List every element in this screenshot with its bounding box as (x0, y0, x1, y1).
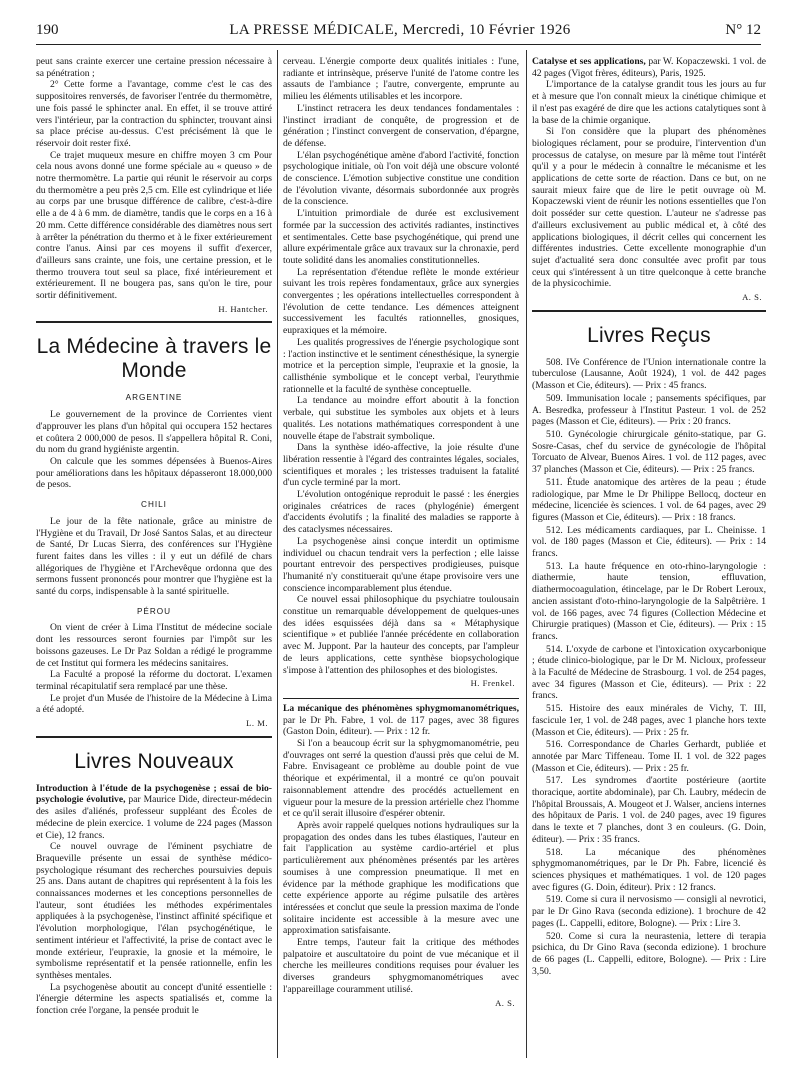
list-item: 509. Immunisation locale ; pansements spécifiques, par A. Besredka, professeur à l'Institut Pasteur. 1 vol. de 252 pages (Masson et Cie, éditeurs). — Prix : 20 francs. (532, 392, 766, 428)
list-item: 514. L'oxyde de carbone et l'intoxication oxycarbonique ; étude clinico-biologique, par le Dr M. Nicloux, professeur à la Faculté de Médecine de Strasbourg. 1 vol. de 254 pages, avec 34 figures (Masson et Cie, éditeurs). — Prix : 22 francs. (532, 643, 766, 702)
review-paragraph: Si l'on a beaucoup écrit sur la sphygmomanométrie, peu d'ouvrages ont serré la question d'aussi près que celui de M. Fabre. Envisageant ce problème au double point de vue théorique et expérimental, il a montré ce qu'on pouvait raisonnablement attendre des procédés actuellement en vigueur pour la mesure de la pression artérielle chez l'homme et ce qu'il serait illusoire d'espérer obtenir. (283, 738, 519, 820)
book-meta: par W. Kopaczewski. 1 vol. de 42 pages (Vigot frères, éditeurs), Paris, 1925. (532, 56, 767, 79)
news-paragraph: On vient de créer à Lima l'Institut de médecine sociale dont les ressources seront fournies par l'impôt sur les boissons gazeuses. Le Dr Paz Soldan a rédigé le programme de cet Institut qui formera les médecins sanitaires. (36, 622, 272, 669)
news-paragraph: Le projet d'un Musée de l'histoire de la Médecine à Lima a été adopté. (36, 692, 272, 716)
book-entry (532, 56, 766, 79)
list-item: 508. IVe Conférence de l'Union internationale contre la tuberculose (Lausanne, Août 1924), 1 vol. de 442 pages (Masson et Cie, éditeurs). — Prix : 45 francs. (532, 356, 766, 392)
column-divider (526, 50, 527, 1058)
news-paragraph: On calcule que les sommes dépensées à Buenos-Aires pour améliorations dans les hôpitaux dépasseront 18.000,000 de pesos. (36, 455, 272, 491)
book-title: Introduction à l'étude de la psychogenèse ; essai de bio-psychologie évolutive, (36, 782, 272, 806)
article-paragraph: 2° Cette forme a l'avantage, comme c'est le cas des suppositoires renversés, de favoriser l'entrée du thermomètre, une fois passé le sphincter anal. En effet, il se trouve attiré vers l'intérieur, par la contraction du sphincter, trouvant ainsi sa place précise au-dessus. C'est précisément là que le réservoir doit rester fixé. (36, 79, 272, 149)
section-rule (283, 698, 519, 699)
review-paragraph: La psychogenèse aboutit au concept d'unité essentielle : l'énergie détermine les aspects spatialisés et, comme la fonction crée l'organe, la pensée produit le (36, 981, 272, 1017)
review-paragraph: Si l'on considère que la plupart des phénomènes biologiques réclament, pour se produire, l'intervention d'un processus de catalyse, on mesure par là même tout l'intérêt qu'il y a pour le médecin à connaître le mécanisme et les applications de cette sorte de réaction. Dans ce but, on ne saurait mieux faire que de lire le petit ouvrage où M. Kopaczewski vient de réunir les notions essentielles que l'on doit posséder sur cette question. L'auteur ne s'adresse pas d'ailleurs exclusivement au public médical et, à côté des applications biologiques, il décrit celles qui concernent les différentes industries. Cette excellente monographie d'un sujet d'actualité sera donc consultée avec profit par tous ceux qui s'intéressent à un titre quelconque à cette branche de la physicochimie. (532, 126, 766, 290)
list-item: 519. Come si cura il nervosismo — consigli al nevrotici, par le Dr Gino Rava (seconda edizione). 1 brochure de 42 pages (L. Cappelli, editore, Bologne). — Prix : Lire 3. (532, 894, 766, 929)
review-paragraph: L'importance de la catalyse grandit tous les jours au fur et à mesure que l'on connaît mieux la cinétique chimique et il n'est pas exagéré de dire que les actions catalytiques sont à la base de la chimie organique. (532, 79, 766, 126)
section-heading: Livres Nouveaux (74, 749, 234, 773)
review-paragraph: La représentation d'étendue reflète le monde extérieur suivant les trois repères fondamentaux, grâce aux synergies convergentes ; les opérations intellectuelles correspondent à l'évolution de cette tendance. Les démences atteignent successivement les facultés rationnelles, gnosiques, eupraxiques et la mémoire. (283, 266, 519, 337)
review-paragraph: L'élan psychogénétique amène d'abord l'activité, fonction psychologique initiale, où l'on voit déjà une obscure volonté de conscience. L'émotion subjective constitue une condition de l'évolution vivante, désormais subordonnée aux progrès de la conscience. (283, 149, 519, 208)
review-paragraph: L'instinct retracera les deux tendances fondamentales : l'instinct irradiant de conquête, de progression et de génération ; l'instinct convergent de conservation, d'épargne, de défense. (283, 102, 519, 149)
book-meta: par le Dr Ph. Fabre, 1 vol. de 117 pages, avec 38 figures (Gaston Doin, éditeur). — Prix : 12 fr. (283, 714, 519, 738)
author-signature: A. S. (495, 997, 515, 1008)
list-item: 518. La mécanique des phénomènes sphygmomanométriques, par le Dr Ph. Fabre, licencié ès sciences physiques et mathématiques. 1 vol. de 120 pages avec figures (G. Doin, éditeur). Prix : 12 francs. (532, 846, 766, 893)
header-rule (36, 44, 761, 45)
country-label: CHILI (141, 500, 167, 510)
review-paragraph: Dans la synthèse idéo-affective, la joie résulte d'une libération ressentie à l'égard des contraintes légales, sociales, scientifiques et morales ; les tristesses traduisent la fatalité d'un cycle terminé par la mort. (283, 442, 519, 489)
author-signature: H. Frenkel. (470, 678, 515, 689)
list-item: 513. La haute fréquence en oto-rhino-laryngologie : diathermie, haute tension, effluvation, diathermocoagulation, étincelage, par le Dr Robert Leroux, ancien assistant d'oto-rhino-laryngologie de la Salpêtrière. 1 vol. de 166 pages, avec 74 figures (Collection Médecine et Chirurgie pratiques) (Masson et Cie, éditeurs). — Prix : 15 francs. (532, 560, 766, 642)
received-books-list (532, 357, 766, 978)
list-item: 517. Les syndromes d'aortite postérieure (aortite thoracique, aortite abdominale), par Ch. Laubry, médecin de l'hôpital Broussais, A. Mougeot et J. Walser, anciens internes des hôpitaux de Paris. 1 vol. de 240 pages, avec 19 figures dans le texte et 7 planches, dont 3 en couleurs. (G. Doin, éditeur). — Prix : 35 francs. (532, 775, 766, 845)
section-heading: Livres Reçus (587, 323, 711, 347)
review-paragraph: Ce nouvel essai philosophique du psychiatre toulousain constitue un remarquable développement de quelques-unes des idées esquissées déjà dans sa « Métaphysique scientifique » et publiée l'année précédente en collaboration avec M. Juppont. Par la hauteur des concepts, par l'ampleur de leurs applications, cette synthèse biopsychologique s'impose à l'attention des philosophes et des biologistes. (283, 594, 519, 676)
list-item: 512. Les médicaments cardiaques, par L. Cheinisse. 1 vol. de 180 pages (Masson et Cie, éditeurs). — Prix : 14 francs. (532, 524, 766, 560)
list-item: 510. Gynécologie chirurgicale génito-statique, par G. Sosre-Casas, chef du service de gynécologie de l'hôpital Torcuato de Alvear, Buenos Aires. 1 vol. de 112 pages, avec 37 planches (Masson et Cie, éditeurs). — Prix : 25 francs. (532, 428, 766, 476)
book-title: Catalyse et ses applications, (532, 56, 646, 67)
news-paragraph: La Faculté a proposé la réforme du doctorat. L'examen terminal récapitulatif sera remplacé par une thèse. (36, 669, 272, 692)
review-paragraph: cerveau. L'énergie comporte deux qualités initiales : l'une, radiante et intrinsèque, préserve l'unité de l'atome contre les assauts de l'ambiance ; l'autre, convergente, emprunte au milieu les éléments utilisables et les incorpore. (283, 56, 519, 103)
column-3 (532, 56, 766, 977)
issue-number: N° 12 (725, 22, 761, 38)
book-entry (283, 703, 519, 738)
review-paragraph: La tendance au moindre effort aboutit à la fonction verbale, qui substitue les symboles aux objets et à leurs qualités. Les notations mathématiques correspondent à une nouvelle étape de l'abstrait symbolique. (283, 395, 519, 442)
review-paragraph: L'évolution ontogénique reproduit le passé : les énergies originales créatrices de races (phylogénie) émergent d'accidents évolutifs ; la finalité des maladies se rapporte à des cataclysmes nécessaires. (283, 489, 519, 536)
list-item: 511. Étude anatomique des artères de la peau ; étude radiologique, par Mme le Dr Philippe Bellocq, docteur en médecine, licenciée ès sciences. 1 vol. de 64 pages, avec 29 figures (Masson et Cie, éditeurs). — Prix : 18 francs. (532, 476, 766, 523)
column-1 (36, 56, 272, 1017)
list-item: 515. Histoire des eaux minérales de Vichy, T. III, fascicule 1er, 1 vol. de 248 pages, avec 1 planche hors texte (Masson et Cie, éditeurs). — Prix : 25 fr. (532, 703, 766, 738)
section-rule (532, 310, 766, 312)
news-paragraph: Le jour de la fête nationale, grâce au ministre de l'Hygiène et du Travail, Dr José Santos Salas, et au directeur de Santé, Dr Lucas Sierra, des conférences sur l'Hygiène furent faites dans les villes : il y eut un défilé de chars allégoriques de l'hygiène et l'Archevêque ordonna que des sermons fussent prononcés pour montrer que l'hygiène est la santé du corps, indispensable à la santé spirituelle. (36, 515, 272, 598)
review-paragraph: Après avoir rappelé quelques notions hydrauliques sur la propagation des ondes dans les tubes élastiques, l'auteur en fait l'application au système cardio-artériel et plus particulièrement aux phénomènes présentés par les artères soumises à une compression pneumatique. Il met en évidence par la méthode graphique les modifications que cette expérience apporte au régime pulsatile des artères intéressées et conclut que seule la pression maxima de l'onde solitaire incidente est accessible à la mesure avec une approximation satisfaisante. (283, 820, 519, 937)
column-2 (283, 56, 519, 1013)
country-label: ARGENTINE (125, 393, 183, 403)
book-meta: 1 volume de 224 pages (Masson et Cie), 12 francs. (36, 817, 272, 841)
column-divider (277, 50, 278, 1058)
book-author: par Maurice Dide, directeur-médecin des asiles d'aliénés, professeur suppléant des Écoles de médecine de plein exercice. (36, 794, 272, 829)
author-signature: H. Hantcher. (218, 303, 268, 314)
review-paragraph: La psychogenèse ainsi conçue interdit un optimisme individuel ou chacun tendrait vers la perfection ; elle laisse pourtant entrevoir des perspectives prodigieuses, puisque l'humanité n'y constituerait qu'une étape provisoire vers une conscience incomparablement plus étendue. (283, 535, 519, 594)
country-label: PÉROU (136, 606, 172, 616)
book-entry (36, 783, 272, 842)
author-signature: A. S. (742, 292, 762, 303)
review-paragraph: Entre temps, l'auteur fait la critique des méthodes palpatoire et auscultatoire du point de vue mécanique et il cherche les meilleures conditions requises pour évaluer les diverses grandeurs sphygmomanométriques avec l'appareillage couramment utilisé. (283, 937, 519, 995)
article-paragraph: peut sans crainte exercer une certaine pression nécessaire à sa pénétration ; (36, 56, 272, 79)
author-signature: L. M. (246, 718, 268, 729)
news-paragraph: Le gouvernement de la province de Corrientes vient d'approuver les plans d'un hôpital qui occupera 152 hectares et coûtera 2 000,000 de pesos. Il s'appellera hôpital R. Coni, du nom du grand hygiéniste argentin. (36, 409, 272, 456)
book-title: La mécanique des phénomènes sphygmomanométriques, (283, 702, 519, 714)
article-paragraph: Ce trajet muqueux mesure en chiffre moyen 3 cm Pour cela nous avons donné une forme spéciale au « queuso » de notre thermomètre. La partie qui réunit le réservoir au corps du thermomètre a peu près 2,5 cm. Elle est cylindrique et liée au corps par une brusque différence de calibre, c'est-à-dire elle a de 4 à 6 mm. de diamètre, tandis que le corps en a 16 à 20 mm. Cette différence considérable des diamètres nous sert à arrêter la pénétration du thermo et à le fixer extérieurement contre l'anus. Ainsi par ces moyens il suffit d'exercer, d'ailleurs sans crainte, une fois, une certaine pression, et le thermo trouvera tout seul sa place, fixé intérieurement et extérieurement. Il ne bougera pas, sans qu'on le tire, pour sortir définitivement. (36, 149, 272, 302)
section-rule (36, 321, 272, 323)
journal-title: LA PRESSE MÉDICALE, Mercredi, 10 Février 1926 (229, 22, 571, 38)
list-item: 516. Correspondance de Charles Gerhardt, publiée et annotée par Marc Tiffeneau. Tome II. 1 vol. de 322 pages (Masson et Cie, éditeurs). — Prix : 25 fr. (532, 739, 766, 774)
list-item: 520. Come si cura la neurastenia, lettere di terapia psichica, du Dr Gino Rava (seconda edizione). 1 brochure de 66 pages (L. Cappelli, editore, Bologne). — Prix : Lire 3,50. (532, 930, 766, 977)
review-paragraph: Les qualités progressives de l'énergie psychologique sont : l'action instinctive et le sentiment cénesthésique, la synergie motrice et la perception simple, l'eupraxie et la gnosie, la callisthénie symbolique et le concept verbal, l'eurythmie rationnelle et la faculté de synthèse conceptuelle. (283, 336, 519, 395)
review-paragraph: L'intuition primordiale de durée est exclusivement formée par la succession des activités radiantes, instinctives et sentimentales. Cette base psychogénétique, qui prend une allure expérimentale grâce aux travaux sur la chronaxie, perd toute solidité dans les anomalies constitutionnelles. (283, 208, 519, 266)
page-number: 190 (36, 22, 59, 38)
page-header (0, 0, 800, 44)
section-heading: La Médecine à travers le Monde (36, 335, 272, 383)
section-rule (36, 736, 272, 738)
review-paragraph: Ce nouvel ouvrage de l'éminent psychiatre de Braqueville présente un essai de synthèse médico-psychologique résumant des recherches poursuivies depuis 25 ans. Dans autant de chapitres qui représentent à la fois les connaissances modernes et les conceptions personnelles de l'auteur, sont étudiées les méthodes expérimentales appliquées à la psychogenèse, l'instinct affinité spécifique et l'évolution morphologique, l'élan psychogénétique, le sentiment intérieur et l'affectivité, la prise de contact avec le monde extérieur, l'eupraxie, la gnosie et la mémoire, le symbolisme représentatif et la pensée rationnelle, enfin les synthèses mentales. (36, 841, 272, 981)
